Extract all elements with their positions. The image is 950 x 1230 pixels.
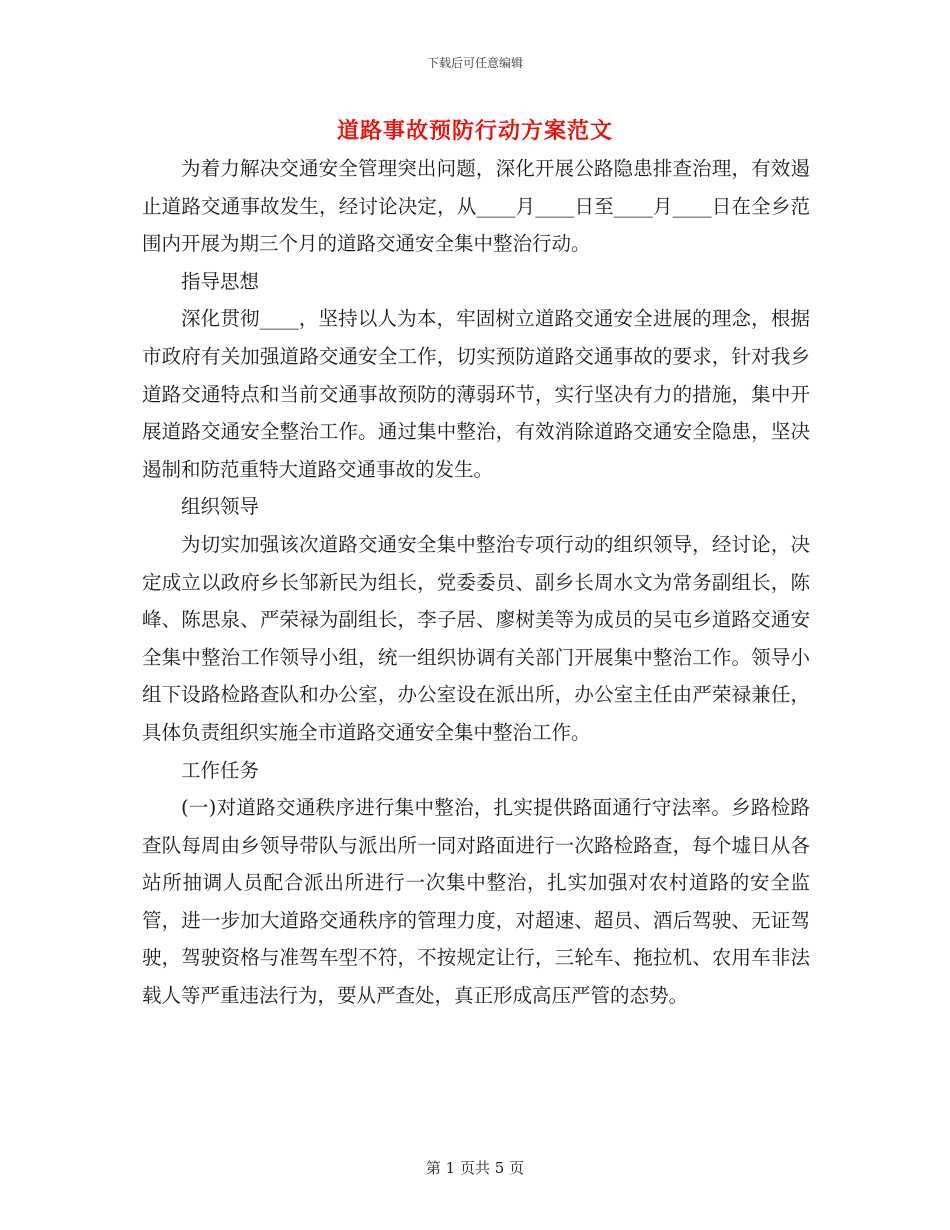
organization-paragraph: 为切实加强该次道路交通安全集中整治专项行动的组织领导，经讨论，决定成立以政府乡长邹新民为组长，党委委员、副乡长周水文为常务副组长，陈峰、陈思泉、严荣禄为副组长，李子居、廖树美等为成员的吴屯乡道路交通安全集中整治工作领导小组，统一组织协调有关部门开展集中整治工作。领导小组下设路检路查队和办公室，办公室设在派出所，办公室主任由严荣禄兼任，具体负责组织实施全市道路交通安全集中整治工作。 [142,532,810,744]
guiding-ideology-paragraph: 深化贯彻____，坚持以人为本，牢固树立道路交通安全进展的理念，根据市政府有关加强道路交通安全工作，切实预防道路交通事故的要求，针对我乡道路交通特点和当前交通事故预防的薄弱环节，实行坚决有力的措施，集中开展道路交通安全整治工作。通过集中整治，有效消除道路交通安全隐患，坚决遏制和防范重特大道路交通事故的发生。 [142,307,810,481]
section-heading-organization: 组织领导 [181,495,260,519]
section-heading-tasks: 工作任务 [181,758,260,782]
section-heading-guiding-ideology: 指导思想 [181,269,260,293]
intro-paragraph: 为着力解决交通安全管理突出问题，深化开展公路隐患排查治理，有效遏止道路交通事故发生，经讨论决定，从____月____日至____月____日在全乡范围内开展为期三个月的道路交通安全集中整治行动。 [142,157,810,256]
tasks-paragraph: (一)对道路交通秩序进行集中整治，扎实提供路面通行守法率。乡路检路查队每周由乡领导带队与派出所一同对路面进行一次路检路查，每个墟日从各站所抽调人员配合派出所进行一次集中整治，扎实加强对农村道路的安全监管，进一步加大道路交通秩序的管理力度，对超速、超员、酒后驾驶、无证驾驶，驾驶资格与准驾车型不符，不按规定让行，三轮车、拖拉机、农用车非法载人等严重违法行为，要从严查处，真正形成高压严管的态势。 [142,796,810,1008]
header-note: 下载后可任意编辑 [426,56,523,70]
page-number: 第 1 页共 5 页 [425,1159,525,1177]
document-body [142,150,810,1015]
document-title: 道路事故预防行动方案范文 [336,118,613,144]
